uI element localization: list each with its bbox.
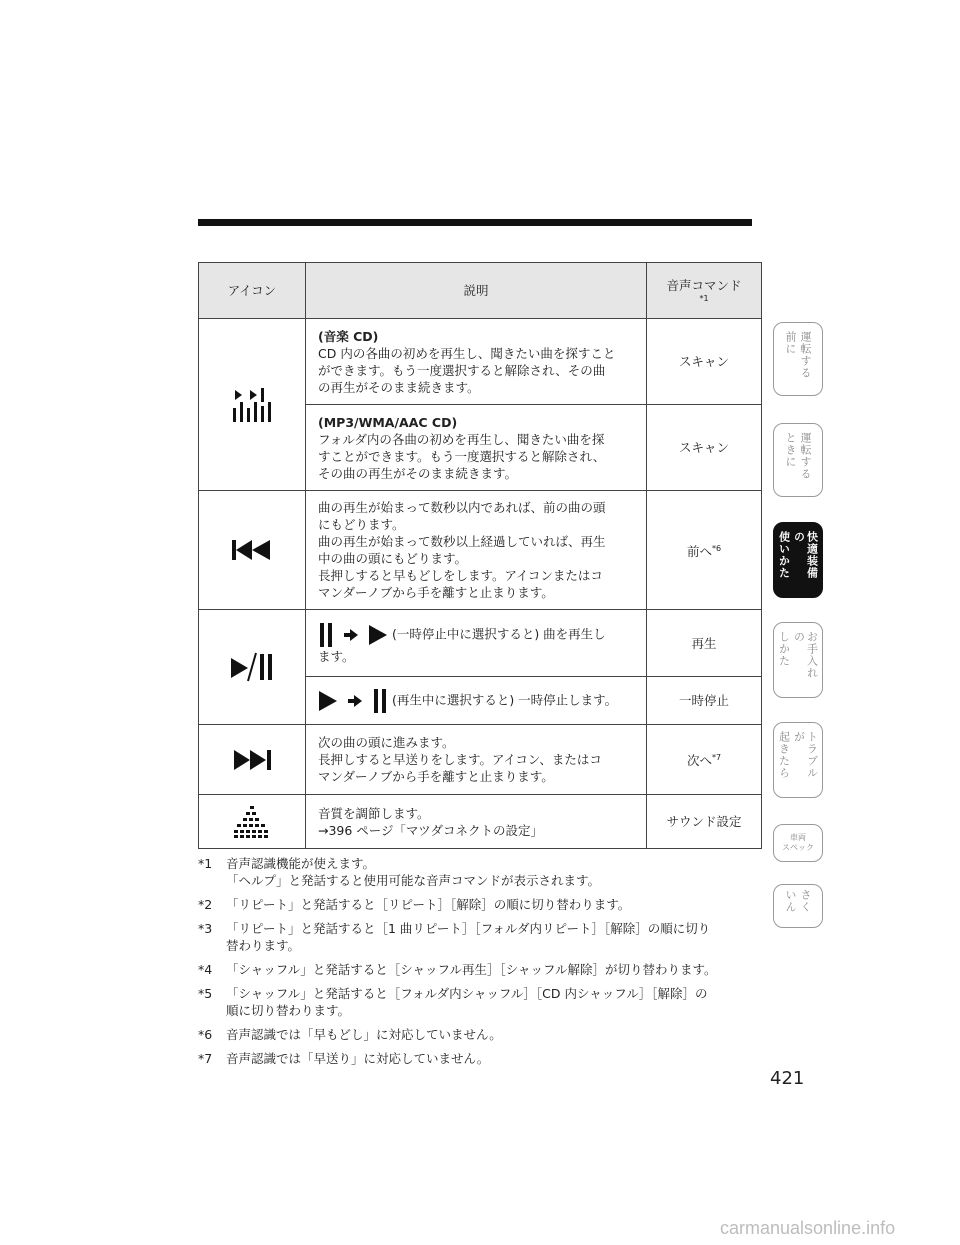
table-row	[199, 610, 762, 677]
footnote: *4 「シャッフル」と発話すると［シャッフル再生］［シャッフル解除］が切り替わります。	[198, 962, 717, 977]
sound-settings-icon[interactable]	[232, 805, 272, 839]
watermark: carmanualsonline.info	[720, 1218, 896, 1238]
play-pause-icon[interactable]	[228, 650, 276, 684]
cmd-scan-mp3: スキャン	[647, 405, 762, 491]
desc-pause: (再生中に選択すると) 一時停止します。	[306, 677, 647, 725]
table-row	[199, 795, 762, 849]
arrow-right-icon	[348, 695, 362, 707]
play-icon	[318, 690, 338, 712]
cmd-next: 次へ$^{*7}$	[647, 725, 762, 795]
table-row	[199, 725, 762, 795]
cmd-pause: 一時停止	[647, 677, 762, 725]
desc-scan-mp3: (MP3/WMA/AAC CD) フォルダ内の各曲の初めを再生し、聞きたい曲を探 すことができます。もう一度選択すると解除され、 その曲の再生がそのまま続きます。	[306, 405, 647, 491]
table-row	[199, 491, 762, 610]
desc-play: (一時停止中に選択すると) 曲を再生し ます。	[306, 610, 647, 677]
side-tab-before-driving[interactable]: 運転する 前に	[773, 322, 823, 396]
footnote: *3 「リピート」と発話すると［1 曲リピート］［フォルダ内リピート］［解除］の順に切り 替わります。	[198, 921, 711, 953]
side-tab-while-driving[interactable]: 運転する ときに	[773, 423, 823, 497]
footnote: *2 「リピート」と発話すると［リピート］［解除］の順に切り替わります。	[198, 897, 631, 912]
side-tab-maintenance[interactable]: お手入れの しかた	[773, 622, 823, 698]
previous-track-icon[interactable]	[230, 538, 274, 562]
footnote: *1 音声認識機能が使えます。 「ヘルプ」と発話すると使用可能な音声コマンドが表示されます。	[198, 856, 601, 888]
sound-icon-cell	[199, 795, 306, 849]
page-number: 421	[770, 1068, 805, 1089]
play-icon	[368, 624, 388, 646]
header-desc: 説明	[306, 263, 647, 319]
desc-previous: 曲の再生が始まって数秒以内であれば、前の曲の頭 にもどります。 曲の再生が始まって数秒以上経過していれば、再生 中の曲の頭にもどります。 長押しすると早もどしをします。アイコンまたはコ マンダーノブから手を離すと止まります。	[306, 491, 647, 610]
arrow-right-icon	[344, 629, 358, 641]
side-tab-troubleshooting[interactable]: トラブルが 起きたら	[773, 722, 823, 798]
footnote: *5 「シャッフル」と発話すると［フォルダ内シャッフル］［CD 内シャッフル］［解除］の 順に切り替わります。	[198, 986, 708, 1018]
header-icon: アイコン	[199, 263, 306, 319]
command-table	[198, 262, 762, 849]
footnote: *7 音声認識では「早送り」に対応していません。	[198, 1051, 490, 1066]
cmd-play: 再生	[647, 610, 762, 677]
desc-next: 次の曲の頭に進みます。 長押しすると早送りをします。アイコン、またはコ マンダーノブから手を離すと止まります。	[306, 725, 647, 795]
side-tab-index[interactable]: さく いん	[773, 884, 823, 928]
pause-icon	[372, 688, 388, 714]
table-header-row	[199, 263, 762, 319]
footnote: *6 音声認識では「早もどし」に対応していません。	[198, 1027, 502, 1042]
side-tab-comfort-features[interactable]: 快適装備の 使いかた	[773, 522, 823, 598]
scan-icon-cell	[199, 319, 306, 491]
pause-icon	[318, 622, 334, 648]
table-row	[199, 319, 762, 405]
play-pause-icon-cell	[199, 610, 306, 725]
side-tab-specifications[interactable]: 車両 スペック	[773, 824, 823, 862]
footnotes	[198, 855, 758, 1074]
previous-icon-cell	[199, 491, 306, 610]
cmd-scan-cd: スキャン	[647, 319, 762, 405]
desc-scan-cd: (音楽 CD) CD 内の各曲の初めを再生し、聞きたい曲を探すこと ができます。もう一度選択すると解除され、その曲 の再生がそのまま続きます。	[306, 319, 647, 405]
header-cmd: 音声コマンド *1	[647, 263, 762, 319]
scan-icon[interactable]	[230, 386, 274, 424]
next-track-icon[interactable]	[230, 748, 274, 772]
cmd-sound: サウンド設定	[647, 795, 762, 849]
top-rule	[198, 219, 752, 226]
cmd-previous: 前へ$^{*6}$	[647, 491, 762, 610]
next-icon-cell	[199, 725, 306, 795]
desc-sound: 音質を調節します。 →396 ページ「マツダコネクトの設定」	[306, 795, 647, 849]
